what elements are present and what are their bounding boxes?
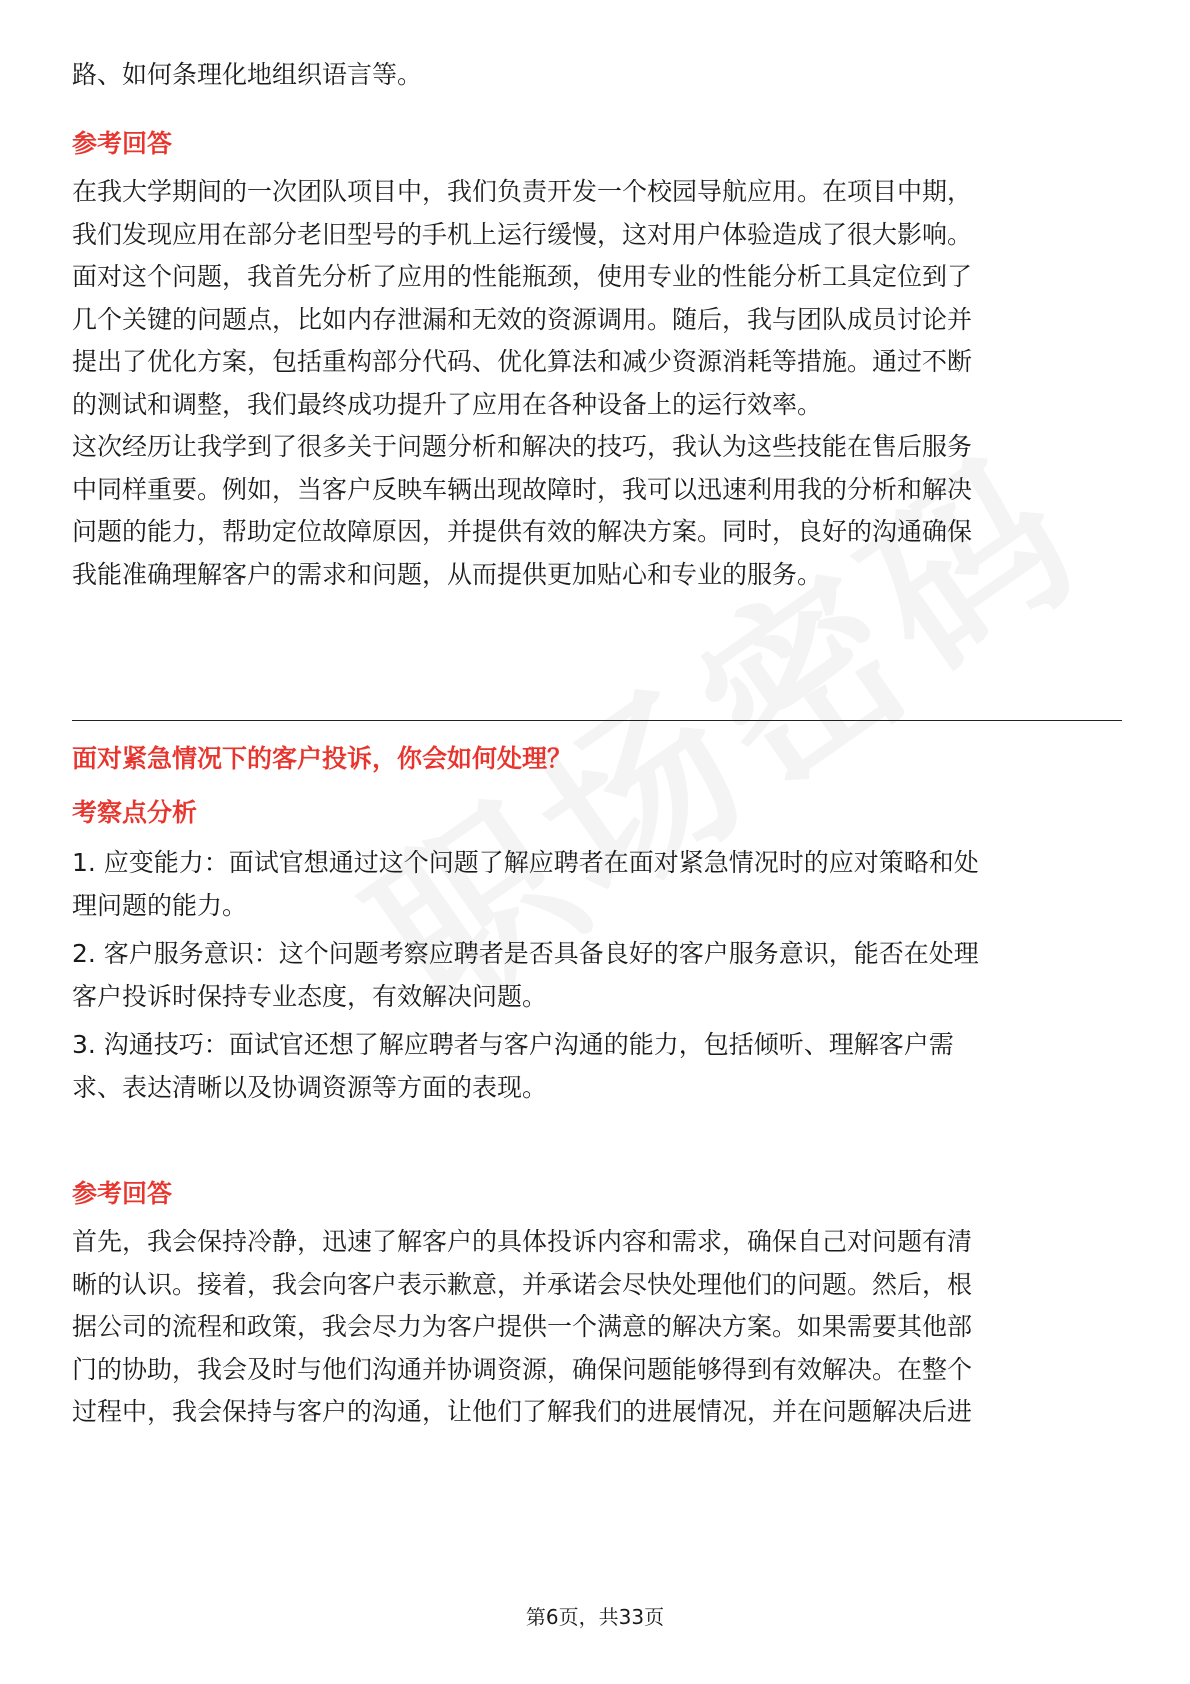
answer1-line: 提出了优化方案，包括重构部分代码、优化算法和减少资源消耗等措施。通过不断	[72, 347, 973, 376]
answer2-heading: 参考回答	[72, 1179, 173, 1208]
answer2-line: 据公司的流程和政策，我会尽力为客户提供一个满意的解决方案。如果需要其他部	[72, 1312, 973, 1341]
analysis-point-line: 3. 沟通技巧：面试官还想了解应聘者与客户沟通的能力，包括倾听、理解客户需	[72, 1030, 954, 1059]
answer2-line: 门的协助，我会及时与他们沟通并协调资源，确保问题能够得到有效解决。在整个	[72, 1354, 973, 1384]
analysis-point-line: 客户投诉时保持专业态度，有效解决问题。	[72, 981, 548, 1011]
analysis-point-line: 2. 客户服务意识：这个问题考察应聘者是否具备良好的客户服务意识，能否在处理	[72, 939, 979, 968]
answer2-line: 过程中，我会保持与客户的沟通，让他们了解我们的进展情况，并在问题解决后进	[72, 1397, 973, 1426]
analysis-point	[72, 1024, 979, 1109]
answer2-body	[72, 1221, 972, 1434]
answer1-line: 这次经历让我学到了很多关于问题分析和解决的技巧，我认为这些技能在售后服务	[72, 432, 973, 461]
analysis-heading: 考察点分析	[72, 798, 198, 827]
analysis-point-line: 求、表达清晰以及协调资源等方面的表现。	[72, 1072, 548, 1102]
analysis-points	[72, 842, 979, 1109]
answer1-line: 问题的能力，帮助定位故障原因，并提供有效的解决方案。同时，良好的沟通确保	[72, 517, 973, 546]
continuation-line: 路、如何条理化地组织语言等。	[72, 60, 423, 89]
answer1-line: 我们发现应用在部分老旧型号的手机上运行缓慢，这对用户体验造成了很大影响。	[72, 219, 973, 249]
analysis-point	[72, 842, 979, 927]
answer1-line: 的测试和调整，我们最终成功提升了应用在各种设备上的运行效率。	[72, 389, 823, 419]
analysis-point-line: 理问题的能力。	[72, 890, 248, 920]
analysis-point	[72, 933, 979, 1018]
answer2-line: 首先，我会保持冷静，迅速了解客户的具体投诉内容和需求，确保自己对问题有清	[72, 1227, 973, 1256]
analysis-point-line: 1. 应变能力：面试官想通过这个问题了解应聘者在面对紧急情况时的应对策略和处	[72, 848, 979, 877]
answer1-body	[72, 171, 972, 596]
answer1-line: 中同样重要。例如，当客户反映车辆出现故障时，我可以迅速利用我的分析和解决	[72, 474, 973, 504]
section-divider	[72, 720, 1122, 721]
answer2-line: 晰的认识。接着，我会向客户表示歉意，并承诺会尽快处理他们的问题。然后，根	[72, 1269, 973, 1299]
question-title: 面对紧急情况下的客户投诉，你会如何处理？	[72, 744, 573, 773]
answer1-line: 在我大学期间的一次团队项目中，我们负责开发一个校园导航应用。在项目中期，	[72, 177, 973, 206]
page-footer: 第6页，共33页	[525, 1605, 665, 1629]
answer1-line: 我能准确理解客户的需求和问题，从而提供更加贴心和专业的服务。	[72, 559, 823, 589]
answer1-line: 面对这个问题，我首先分析了应用的性能瓶颈，使用专业的性能分析工具定位到了	[72, 262, 973, 291]
answer1-line: 几个关键的问题点，比如内存泄漏和无效的资源调用。随后，我与团队成员讨论并	[72, 304, 973, 334]
answer1-heading: 参考回答	[72, 129, 173, 158]
